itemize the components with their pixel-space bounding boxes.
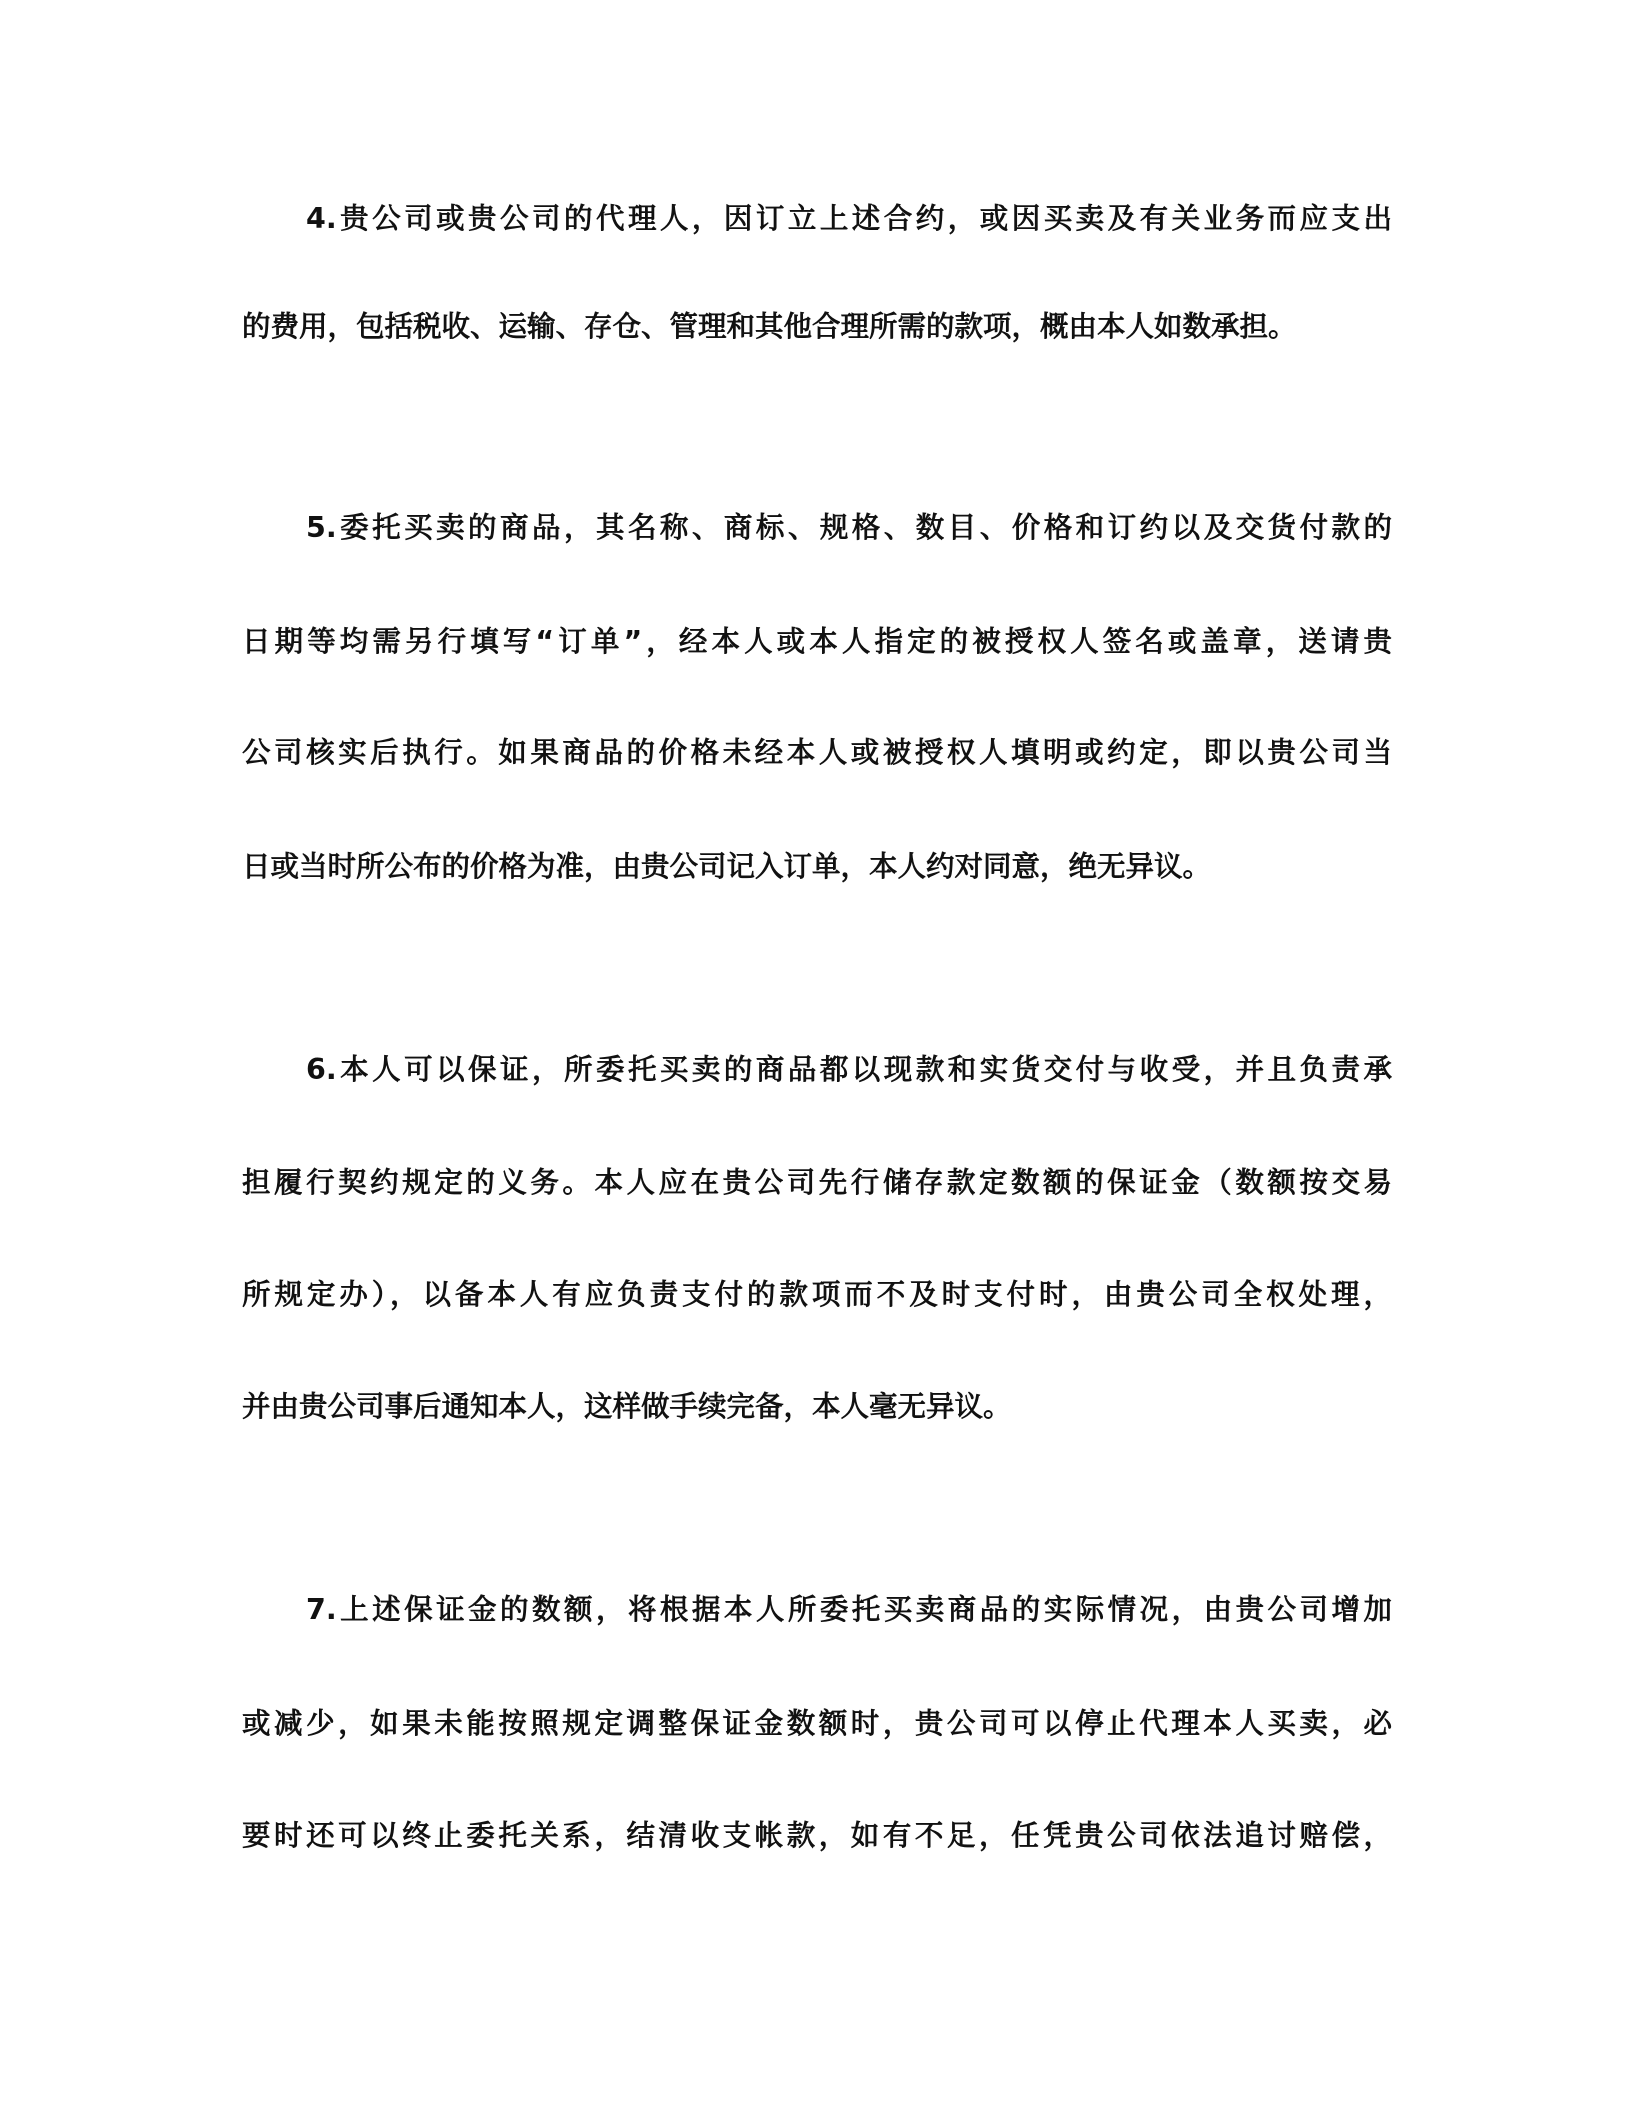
- paragraph-line: 或减少，如果未能按照规定调整保证金数额时，贵公司可以停止代理本人买卖，必: [242, 1707, 1392, 1740]
- paragraph-line: 日期等均需另行填写“订单”，经本人或本人指定的被授权人签名或盖章，送请贵: [242, 625, 1392, 658]
- paragraph-line: 所规定办），以备本人有应负责支付的款项而不及时支付时，由贵公司全权处理，: [242, 1278, 1392, 1311]
- paragraph-line: 的费用，包括税收、运输、存仓、管理和其他合理所需的款项，概由本人如数承担。: [242, 310, 1297, 343]
- paragraph-line: 公司核实后执行。如果商品的价格未经本人或被授权人填明或约定，即以贵公司当: [242, 736, 1392, 769]
- paragraph-line: 日或当时所公布的价格为准，由贵公司记入订单，本人约对同意，绝无异议。: [242, 850, 1212, 883]
- paragraph-line: 4.贵公司或贵公司的代理人，因订立上述合约，或因买卖及有关业务而应支出: [306, 202, 1392, 235]
- paragraph-line: 担履行契约规定的义务。本人应在贵公司先行储存款定数额的保证金（数额按交易: [242, 1166, 1392, 1199]
- paragraph-line: 要时还可以终止委托关系，结清收支帐款，如有不足，任凭贵公司依法追讨赔偿，: [242, 1819, 1392, 1852]
- paragraph-line: 6.本人可以保证，所委托买卖的商品都以现款和实货交付与收受，并且负责承: [306, 1053, 1392, 1086]
- paragraph-line: 5.委托买卖的商品，其名称、商标、规格、数目、价格和订约以及交货付款的: [306, 511, 1392, 544]
- paragraph-line: 并由贵公司事后通知本人，这样做手续完备，本人毫无异议。: [242, 1390, 1012, 1423]
- paragraph-line: 7.上述保证金的数额，将根据本人所委托买卖商品的实际情况，由贵公司增加: [306, 1593, 1392, 1626]
